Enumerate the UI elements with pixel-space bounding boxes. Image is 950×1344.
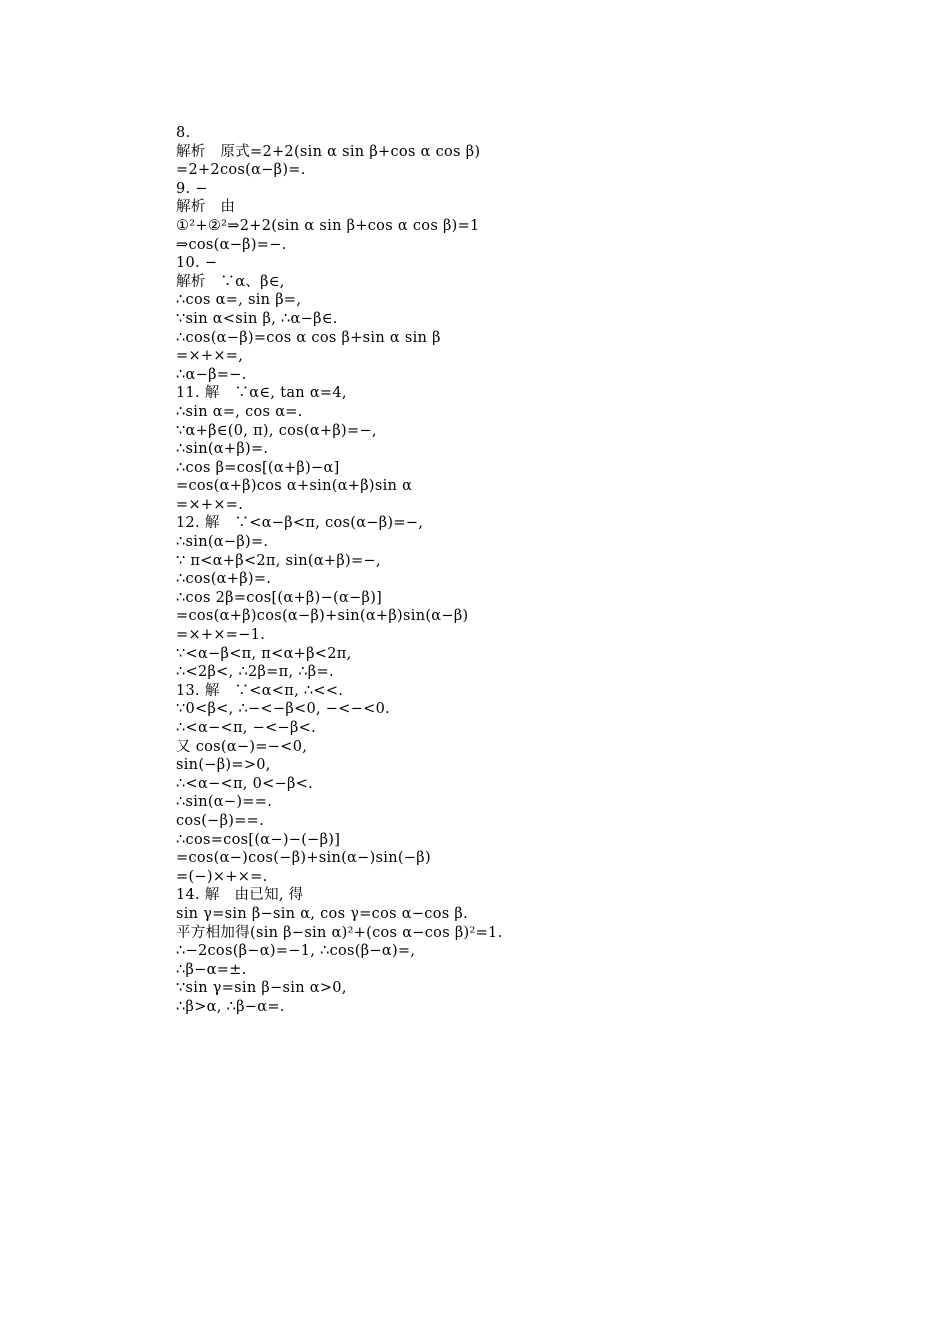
text-line: 又 cos(α−)=−<0, — [176, 738, 308, 755]
solution-text — [176, 124, 896, 1017]
text-line: ∵0<β<, ∴−<−β<0, −<−<0. — [176, 701, 391, 718]
text-line: ∵sin α<sin β, ∴α−β∈. — [176, 310, 338, 327]
text-line: 解析 由 — [176, 199, 236, 216]
text-line: ∵ π<α+β<2π, sin(α+β)=−, — [176, 552, 381, 569]
text-line: 11. 解 ∵α∈, tan α=4, — [176, 385, 347, 402]
text-line: ∴cos 2β=cos[(α+β)−(α−β)] — [176, 589, 383, 606]
text-line: ∴β−α=±. — [176, 961, 247, 978]
text-line: ∴cos=cos[(α−)−(−β)] — [176, 831, 341, 848]
text-line: 解析 原式=2+2(sin α sin β+cos α cos β) — [176, 143, 481, 160]
text-line: ∴α−β=−. — [176, 366, 247, 383]
text-line: ∴sin(α−β)=. — [176, 534, 269, 551]
text-line: =2+2cos(α−β)=. — [176, 162, 306, 179]
text-line: =×+×=. — [176, 496, 244, 513]
text-line: ∴sin α=, cos α=. — [176, 403, 303, 420]
text-line: ⇒cos(α−β)=−. — [176, 236, 287, 253]
text-line: ∴cos(α−β)=cos α cos β+sin α sin β — [176, 329, 441, 346]
text-line: 12. 解 ∵<α−β<π, cos(α−β)=−, — [176, 515, 424, 532]
text-line: ∵<α−β<π, π<α+β<2π, — [176, 645, 352, 662]
text-line: 解析 ∵α、β∈, — [176, 273, 285, 290]
text-line: =(−)×+×=. — [176, 868, 268, 885]
text-line: ∴<2β<, ∴2β=π, ∴β=. — [176, 664, 334, 681]
text-line: ∴β>α, ∴β−α=. — [176, 998, 285, 1015]
text-line: =×+×=, — [176, 348, 244, 365]
text-line: =cos(α+β)cos α+sin(α+β)sin α — [176, 478, 413, 495]
text-line: 平方相加得(sin β−sin α)²+(cos α−cos β)²=1. — [176, 924, 503, 941]
text-line: ∴<α−<π, −<−β<. — [176, 720, 317, 736]
text-line: =×+×=−1. — [176, 627, 266, 644]
text-line: ①²+②²⇒2+2(sin α sin β+cos α cos β)=1 — [176, 217, 480, 234]
text-line: ∵sin γ=sin β−sin α>0, — [176, 980, 347, 997]
text-line: 10. − — [176, 255, 218, 272]
text-line: cos(−β)==. — [176, 812, 265, 829]
text-line: sin γ=sin β−sin α, cos γ=cos α−cos β. — [176, 905, 468, 922]
text-line: ∴<α−<π, 0<−β<. — [176, 775, 314, 792]
text-line: ∴cos β=cos[(α+β)−α] — [176, 459, 340, 476]
text-line: 9. − — [176, 180, 208, 197]
text-line: ∴sin(α+β)=. — [176, 441, 269, 458]
text-line: ∴cos(α+β)=. — [176, 571, 272, 588]
text-line: sin(−β)=>0, — [176, 757, 271, 774]
text-line: ∴sin(α−)==. — [176, 794, 273, 811]
text-line: =cos(α−)cos(−β)+sin(α−)sin(−β) — [176, 850, 431, 867]
text-line: =cos(α+β)cos(α−β)+sin(α+β)sin(α−β) — [176, 608, 469, 625]
text-line: 13. 解 ∵<α<π, ∴<<. — [176, 682, 344, 699]
text-line: ∵α+β∈(0, π), cos(α+β)=−, — [176, 422, 377, 439]
text-line: 8. — [176, 125, 191, 141]
text-line: 14. 解 由已知, 得 — [176, 887, 304, 904]
text-line: ∴−2cos(β−α)=−1, ∴cos(β−α)=, — [176, 943, 416, 960]
text-line: ∴cos α=, sin β=, — [176, 292, 302, 309]
